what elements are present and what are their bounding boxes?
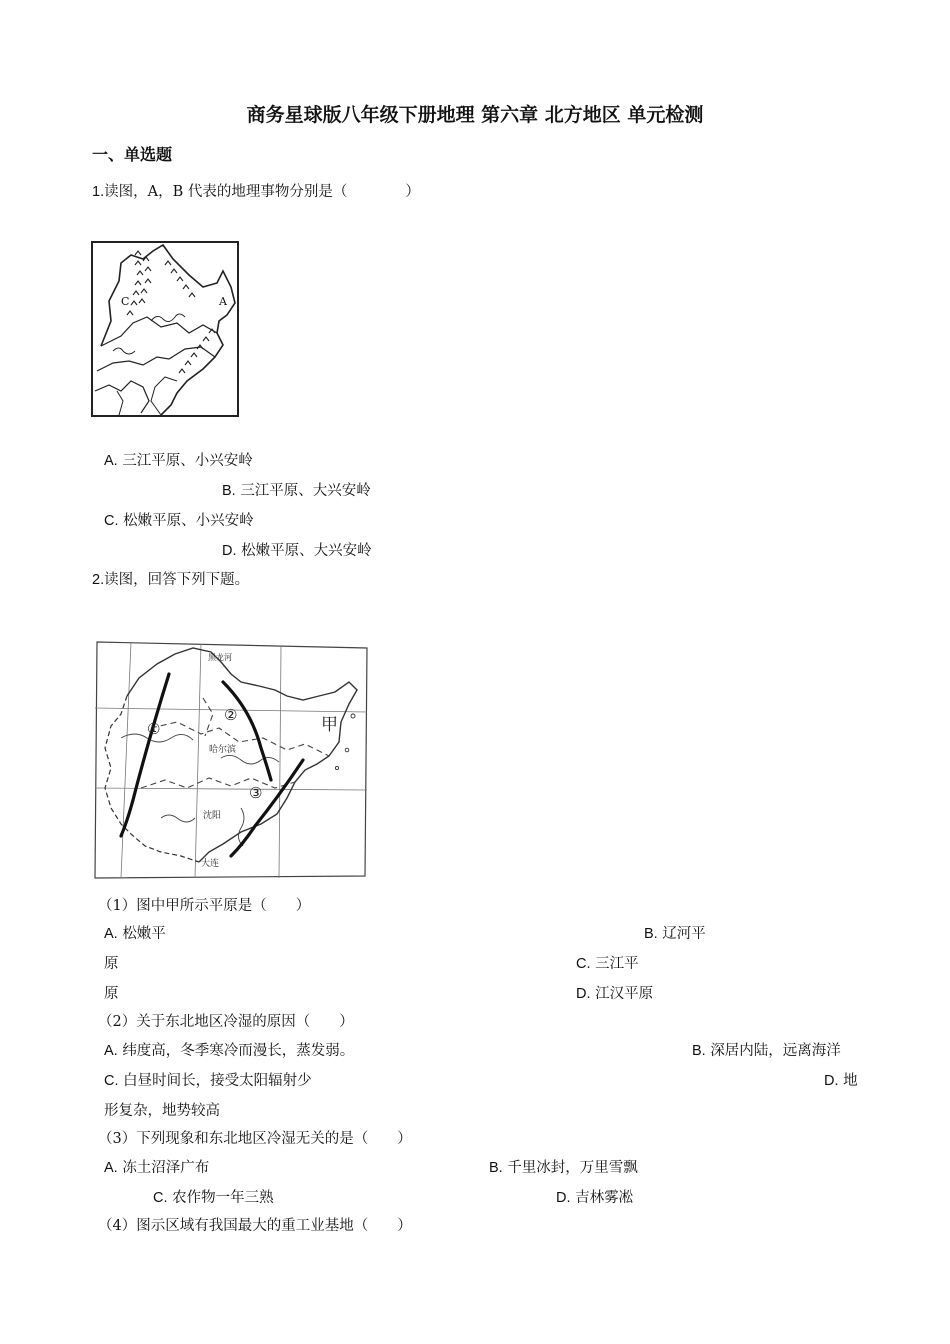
question-number: 2. [92,572,105,588]
option-label: A. [104,926,118,942]
q2-sub2-option-c[interactable] [104,1069,312,1090]
option-text: 吉林雾凇 [575,1190,634,1206]
option-label: B. [222,483,236,499]
option-text: 江汉平原 [595,986,654,1002]
option-text: 地 [843,1073,858,1089]
option-text: 松嫩平 [122,926,166,942]
q2-sub2-option-a[interactable] [104,1039,354,1060]
option-text: 三江平 [595,956,639,972]
q2-sub2-option-b[interactable] [692,1039,841,1060]
option-label: D. [576,986,591,1002]
option-text: 辽河平 [662,926,706,942]
map-label-3: ③ [249,784,263,802]
question-2-stem [92,568,249,589]
q2-sub3-option-d[interactable] [556,1186,633,1207]
map-label-shenyang: 沈阳 [203,811,222,821]
q2-sub2-option-d-wrap: 形复杂，地势较高 [104,1103,220,1119]
question-1-stem [92,180,420,201]
question-text: 读图，回答下列下题。 [104,572,250,588]
map-label-harbin: 哈尔滨 [209,745,237,755]
q2-sub1-option-b-wrap: 原 [104,986,119,1002]
option-label: C. [153,1190,168,1206]
q1-option-c[interactable] [104,509,254,530]
q2-sub3-option-a[interactable] [104,1156,209,1177]
q2-sub1-option-a-wrap: 原 [104,956,119,972]
option-label: D. [222,543,237,559]
q1-option-b[interactable] [222,479,371,500]
option-text: 白昼时间长，接受太阳辐射少 [123,1073,312,1089]
q2-sub3-option-c[interactable] [153,1186,274,1207]
option-label: B. [644,926,658,942]
q1-option-a[interactable] [104,449,253,470]
q1-option-d[interactable] [222,539,372,560]
northeast-map-2 [91,638,371,882]
map-label-1: ① [147,720,161,738]
q2-sub1-option-d[interactable] [576,982,653,1003]
q2-sub2-stem: （2）关于东北地区冷湿的原因（ ） [98,1014,354,1030]
q2-sub1-option-b[interactable] [644,922,706,943]
northeast-map-1 [91,241,240,418]
option-text: 三江平原、小兴安岭 [122,453,253,469]
map-label-jia: 甲 [321,715,338,735]
option-label: C. [104,1073,119,1089]
option-label: A. [104,1043,118,1059]
q2-sub3-option-b[interactable] [489,1156,638,1177]
q2-sub1-stem: （1）图中甲所示平原是（ ） [98,898,311,914]
q2-sub4-stem: （4）图示区域有我国最大的重工业基地（ ） [98,1218,412,1234]
q2-sub1-option-a[interactable] [104,922,166,943]
option-text: 千里冰封，万里雪飘 [507,1160,638,1176]
option-label: A. [104,1160,118,1176]
map-label-dalian: 大连 [201,859,220,869]
option-label: C. [104,513,119,529]
q2-sub3-stem: （3）下列现象和东北地区冷湿无关的是（ ） [98,1131,412,1147]
option-text: 松嫩平原、小兴安岭 [123,513,254,529]
question-text: 读图，A，B 代表的地理事物分别是（ ） [104,184,420,200]
option-text: 冻土沼泽广布 [122,1160,210,1176]
map-label-heihe: 黑龙河 [208,653,232,662]
option-text: 纬度高，冬季寒冷而漫长，蒸发弱。 [122,1043,355,1059]
option-label: B. [489,1160,503,1176]
section-heading: 一、单选题 [92,145,173,164]
question-number: 1. [92,184,105,200]
option-label: D. [824,1073,839,1089]
option-text: 农作物一年三熟 [172,1190,274,1206]
page-title: 商务星球版八年级下册地理 第六章 北方地区 单元检测 [246,104,704,126]
option-text: 深居内陆，远离海洋 [710,1043,841,1059]
map-letter-a: A [219,295,227,308]
map-label-2: ② [224,706,238,724]
option-label: B. [692,1043,706,1059]
map-letter-c: C [121,295,130,308]
q2-sub2-option-d[interactable] [824,1069,858,1090]
option-label: D. [556,1190,571,1206]
q2-sub1-option-c[interactable] [576,952,639,973]
option-text: 三江平原、大兴安岭 [240,483,371,499]
option-label: A. [104,453,118,469]
option-text: 松嫩平原、大兴安岭 [241,543,372,559]
option-label: C. [576,956,591,972]
